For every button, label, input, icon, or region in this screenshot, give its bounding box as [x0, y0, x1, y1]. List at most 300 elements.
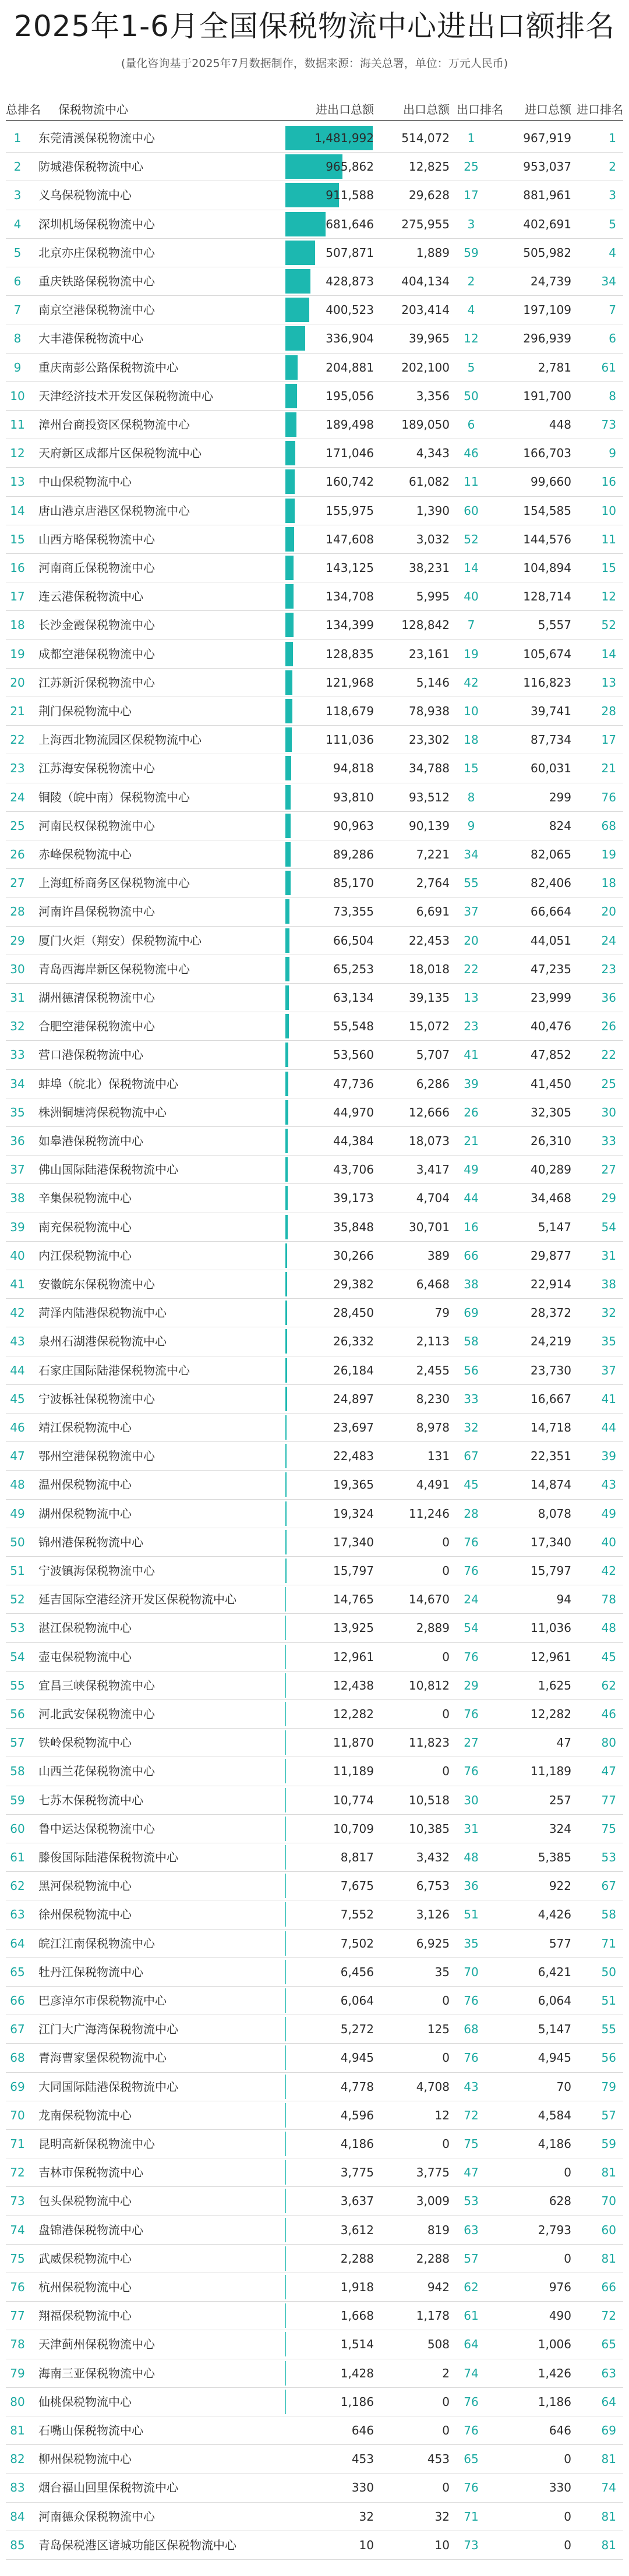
import-rank-cell: 41 [601, 1391, 616, 1406]
rank-cell: 38 [10, 1191, 25, 1206]
import-rank-cell: 14 [601, 646, 616, 661]
table-row [6, 1012, 623, 1041]
import-value-cell: 0 [564, 2452, 571, 2467]
rank-cell: 65 [10, 1964, 25, 1979]
import-rank-cell: 81 [601, 2452, 616, 2467]
center-name-cell: 成都空港保税物流中心 [38, 646, 155, 661]
import-value-cell: 166,703 [523, 446, 571, 461]
table-row [6, 2359, 623, 2388]
import-value-cell: 154,585 [523, 503, 571, 518]
rank-cell: 75 [10, 2251, 25, 2266]
center-name-cell: 东莞清溪保税物流中心 [38, 131, 155, 145]
export-value-cell: 0 [442, 2423, 450, 2437]
table-row [6, 2101, 623, 2130]
rank-cell: 24 [10, 790, 25, 804]
import-rank-cell: 37 [601, 1363, 616, 1377]
export-rank-cell: 58 [464, 1334, 479, 1349]
total-value-cell: 336,904 [326, 331, 374, 346]
import-rank-cell: 53 [601, 1850, 616, 1864]
center-name-cell: 深圳机场保税物流中心 [38, 217, 155, 231]
export-value-cell: 12,825 [409, 160, 450, 174]
import-rank-cell: 65 [601, 2337, 616, 2352]
import-rank-cell: 81 [601, 2251, 616, 2266]
header-total: 进出口总额 [316, 103, 374, 116]
export-value-cell: 0 [442, 1564, 450, 1578]
center-name-cell: 合肥空港保税物流中心 [38, 1019, 155, 1034]
export-rank-cell: 29 [464, 1678, 479, 1692]
total-value-cell: 134,708 [326, 589, 374, 604]
export-value-cell: 275,955 [401, 217, 450, 231]
center-name-cell: 中山保税物流中心 [38, 475, 132, 489]
import-rank-cell: 79 [601, 2079, 616, 2094]
table-row [6, 1327, 623, 1356]
export-rank-cell: 11 [464, 475, 479, 489]
import-rank-cell: 49 [601, 1506, 616, 1521]
center-name-cell: 鄂州空港保税物流中心 [38, 1449, 155, 1464]
import-value-cell: 40,476 [531, 1019, 571, 1034]
center-name-cell: 防城港保税物流中心 [38, 160, 143, 174]
total-value-cell: 44,384 [333, 1134, 374, 1148]
export-value-cell: 29,628 [409, 188, 450, 203]
rank-cell: 48 [10, 1478, 25, 1492]
rank-cell: 56 [10, 1707, 25, 1721]
table-row [6, 181, 623, 210]
center-name-cell: 重庆铁路保税物流中心 [38, 274, 155, 288]
export-value-cell: 125 [427, 2022, 450, 2037]
export-value-cell: 508 [427, 2337, 450, 2352]
import-value-cell: 490 [549, 2309, 571, 2323]
center-name-cell: 巴彦淖尔市保税物流中心 [38, 1994, 167, 2008]
rank-cell: 63 [10, 1907, 25, 1922]
center-name-cell: 翔福保税物流中心 [38, 2309, 132, 2323]
import-rank-cell: 27 [601, 1162, 616, 1177]
rank-cell: 34 [10, 1076, 25, 1091]
rank-cell: 28 [10, 904, 25, 919]
table-row [6, 1500, 623, 1528]
rank-cell: 5 [13, 245, 22, 260]
table-row [6, 1213, 623, 1242]
table-row [6, 640, 623, 669]
export-rank-cell: 31 [464, 1821, 479, 1836]
import-rank-cell: 66 [601, 2280, 616, 2294]
export-value-cell: 389 [427, 1248, 450, 1263]
export-value-cell: 0 [442, 2137, 450, 2151]
header-export: 出口总额 [403, 103, 450, 116]
rank-cell: 46 [10, 1420, 25, 1434]
export-rank-cell: 63 [464, 2222, 479, 2237]
import-value-cell: 82,065 [531, 847, 571, 861]
export-value-cell: 10,518 [409, 1793, 450, 1807]
import-rank-cell: 25 [601, 1076, 616, 1091]
export-rank-cell: 76 [464, 1994, 479, 2008]
import-rank-cell: 38 [601, 1277, 616, 1291]
import-value-cell: 8,078 [538, 1506, 571, 1521]
center-name-cell: 赤峰保税物流中心 [38, 847, 132, 861]
export-rank-cell: 34 [464, 847, 479, 861]
total-value-cell: 55,548 [333, 1019, 374, 1034]
total-value-cell: 11,189 [333, 1764, 374, 1779]
export-rank-cell: 26 [464, 1105, 479, 1119]
export-value-cell: 2,288 [416, 2251, 450, 2266]
export-value-cell: 3,775 [416, 2165, 450, 2180]
import-rank-cell: 22 [601, 1048, 616, 1062]
center-name-cell: 靖江保税物流中心 [38, 1420, 132, 1434]
total-value-cell: 10,709 [333, 1821, 374, 1836]
center-name-cell: 包头保税物流中心 [38, 2194, 132, 2208]
import-value-cell: 60,031 [531, 761, 571, 776]
total-value-cell: 3,775 [340, 2165, 374, 2180]
export-value-cell: 32 [434, 2509, 450, 2524]
rank-cell: 10 [10, 388, 25, 403]
table-row [6, 1585, 623, 1614]
total-value-cell: 93,810 [333, 790, 374, 804]
export-rank-cell: 67 [464, 1449, 479, 1464]
center-name-cell: 青岛保税港区诸城功能区保税物流中心 [38, 2538, 236, 2552]
import-value-cell: 128,714 [523, 589, 571, 604]
rank-cell: 71 [10, 2137, 25, 2151]
import-rank-cell: 17 [601, 733, 616, 747]
rank-cell: 11 [10, 418, 25, 432]
export-value-cell: 404,134 [401, 274, 450, 288]
import-value-cell: 34,468 [531, 1191, 571, 1206]
import-value-cell: 32,305 [531, 1105, 571, 1119]
export-value-cell: 35 [434, 1964, 450, 1979]
table-row [6, 1672, 623, 1700]
table-row [6, 296, 623, 324]
center-name-cell: 如皋港保税物流中心 [38, 1134, 143, 1148]
center-name-cell: 菏泽内陆港保税物流中心 [38, 1306, 167, 1320]
export-rank-cell: 57 [464, 2251, 479, 2266]
export-value-cell: 819 [427, 2222, 450, 2237]
total-value-cell: 400,523 [326, 303, 374, 317]
total-value-cell: 121,968 [326, 675, 374, 690]
export-rank-cell: 47 [464, 2165, 479, 2180]
table-row [6, 1557, 623, 1585]
total-value-cell: 24,897 [333, 1391, 374, 1406]
table-row [6, 669, 623, 697]
rank-cell: 13 [10, 475, 25, 489]
import-value-cell: 22,351 [531, 1449, 571, 1464]
total-value-cell: 26,184 [333, 1363, 374, 1377]
import-rank-cell: 6 [609, 331, 616, 346]
export-rank-cell: 3 [467, 217, 475, 231]
import-rank-cell: 47 [601, 1764, 616, 1779]
total-value-cell: 681,646 [326, 217, 374, 231]
rank-cell: 40 [10, 1248, 25, 1263]
import-rank-cell: 35 [601, 1334, 616, 1349]
total-value-cell: 66,504 [333, 933, 374, 948]
export-rank-cell: 45 [464, 1478, 479, 1492]
export-rank-cell: 76 [464, 1707, 479, 1721]
export-rank-cell: 42 [464, 675, 479, 690]
center-name-cell: 安徽皖东保税物流中心 [38, 1277, 155, 1291]
table-row [6, 955, 623, 984]
export-rank-cell: 5 [467, 360, 475, 374]
import-rank-cell: 73 [601, 418, 616, 432]
import-value-cell: 4,186 [538, 2137, 571, 2151]
export-value-cell: 6,286 [416, 1076, 450, 1091]
center-name-cell: 义乌保税物流中心 [38, 188, 132, 203]
export-value-cell: 5,146 [416, 675, 450, 690]
export-rank-cell: 69 [464, 1306, 479, 1320]
center-name-cell: 长沙金霞保税物流中心 [38, 618, 155, 632]
center-name-cell: 滕俊国际陆港保税物流中心 [38, 1850, 178, 1864]
table-row [6, 927, 623, 955]
import-rank-cell: 74 [601, 2480, 616, 2495]
import-rank-cell: 61 [601, 360, 616, 374]
rank-cell: 1 [13, 131, 22, 145]
total-value-cell: 1,428 [340, 2366, 374, 2380]
import-value-cell: 299 [549, 790, 571, 804]
rank-cell: 77 [10, 2309, 25, 2323]
import-rank-cell: 71 [601, 1936, 616, 1950]
import-value-cell: 976 [549, 2280, 571, 2294]
export-rank-cell: 50 [464, 388, 479, 403]
table-row [6, 2302, 623, 2330]
import-value-cell: 66,664 [531, 904, 571, 919]
rank-cell: 80 [10, 2394, 25, 2409]
table-row [6, 2044, 623, 2072]
import-rank-cell: 5 [609, 217, 616, 231]
export-value-cell: 4,708 [416, 2079, 450, 2094]
center-name-cell: 青海曹家堡保税物流中心 [38, 2051, 167, 2065]
total-value-cell: 160,742 [326, 475, 374, 489]
export-rank-cell: 55 [464, 876, 479, 891]
export-value-cell: 12,666 [409, 1105, 450, 1119]
total-value-cell: 22,483 [333, 1449, 374, 1464]
total-value-cell: 73,355 [333, 904, 374, 919]
table-row [6, 2273, 623, 2302]
table-row [6, 1930, 623, 1958]
total-value-cell: 171,046 [326, 446, 374, 461]
total-value-cell: 111,036 [326, 733, 374, 747]
table-row [6, 439, 623, 468]
export-value-cell: 3,417 [416, 1162, 450, 1177]
export-rank-cell: 48 [464, 1850, 479, 1864]
center-name-cell: 河南民权保税物流中心 [38, 818, 155, 833]
table-row [6, 2015, 623, 2044]
table-row [6, 1872, 623, 1900]
table-row [6, 324, 623, 353]
center-name-cell: 重庆南彭公路保税物流中心 [38, 360, 178, 374]
table-row [6, 582, 623, 611]
total-value-cell: 3,637 [340, 2194, 374, 2208]
export-rank-cell: 22 [464, 962, 479, 976]
center-name-cell: 营口港保税物流中心 [38, 1048, 143, 1062]
table-row [6, 2503, 623, 2531]
import-value-cell: 824 [549, 818, 571, 833]
center-name-cell: 宁波栎社保税物流中心 [38, 1391, 155, 1406]
table-row [6, 2330, 623, 2359]
import-value-cell: 4,584 [538, 2108, 571, 2122]
total-value-cell: 1,514 [340, 2337, 374, 2352]
export-rank-cell: 53 [464, 2194, 479, 2208]
table-row [6, 1299, 623, 1327]
rank-cell: 25 [10, 818, 25, 833]
export-value-cell: 10,812 [409, 1678, 450, 1692]
import-rank-cell: 81 [601, 2165, 616, 2180]
import-rank-cell: 64 [601, 2394, 616, 2409]
export-rank-cell: 9 [467, 818, 475, 833]
rank-cell: 30 [10, 962, 25, 976]
header-import-rank: 进口排名 [577, 103, 623, 116]
import-rank-cell: 7 [609, 303, 616, 317]
import-rank-cell: 43 [601, 1478, 616, 1492]
import-rank-cell: 31 [601, 1248, 616, 1263]
import-rank-cell: 67 [601, 1879, 616, 1893]
center-name-cell: 湛江保税物流中心 [38, 1621, 132, 1635]
import-value-cell: 1,006 [538, 2337, 571, 2352]
export-value-cell: 0 [442, 1994, 450, 2008]
import-value-cell: 881,961 [523, 188, 571, 203]
center-name-cell: 七苏木保税物流中心 [38, 1793, 143, 1807]
import-rank-cell: 9 [609, 446, 616, 461]
export-value-cell: 34,788 [409, 761, 450, 776]
export-value-cell: 202,100 [401, 360, 450, 374]
export-rank-cell: 17 [464, 188, 479, 203]
export-value-cell: 453 [427, 2452, 450, 2467]
table-row [6, 2216, 623, 2245]
export-rank-cell: 14 [464, 561, 479, 575]
rank-cell: 55 [10, 1678, 25, 1692]
import-rank-cell: 50 [601, 1964, 616, 1979]
export-value-cell: 1,889 [416, 245, 450, 260]
import-value-cell: 1,426 [538, 2366, 571, 2380]
import-rank-cell: 34 [601, 274, 616, 288]
total-value-cell: 128,835 [326, 646, 374, 661]
center-name-cell: 江门大广海湾保税物流中心 [38, 2022, 178, 2037]
rank-cell: 64 [10, 1936, 25, 1950]
table-row [6, 2473, 623, 2502]
import-value-cell: 104,894 [523, 561, 571, 575]
table-row [6, 2130, 623, 2158]
center-name-cell: 海南三亚保税物流中心 [38, 2366, 155, 2380]
center-name-cell: 厦门火炬（翔安）保税物流中心 [38, 933, 202, 948]
import-value-cell: 4,426 [538, 1907, 571, 1922]
rank-cell: 21 [10, 704, 25, 718]
table-row [6, 1900, 623, 1929]
export-rank-cell: 59 [464, 245, 479, 260]
total-value-cell: 28,450 [333, 1306, 374, 1320]
center-name-cell: 湖州德清保税物流中心 [38, 991, 155, 1005]
center-name-cell: 壶屯保税物流中心 [38, 1649, 132, 1664]
import-rank-cell: 18 [601, 876, 616, 891]
rank-cell: 4 [13, 217, 22, 231]
export-rank-cell: 8 [467, 790, 475, 804]
import-value-cell: 1,186 [538, 2394, 571, 2409]
export-value-cell: 0 [442, 1707, 450, 1721]
rank-cell: 7 [13, 303, 22, 317]
rank-cell: 60 [10, 1821, 25, 1836]
center-name-cell: 漳州台商投资区保税物流中心 [38, 418, 190, 432]
import-value-cell: 47,852 [531, 1048, 571, 1062]
import-value-cell: 628 [549, 2194, 571, 2208]
table-row [6, 1127, 623, 1156]
table-row [6, 468, 623, 496]
export-rank-cell: 75 [464, 2137, 479, 2151]
export-rank-cell: 64 [464, 2337, 479, 2352]
total-value-cell: 10 [359, 2538, 374, 2552]
rank-cell: 37 [10, 1162, 25, 1177]
import-value-cell: 12,961 [531, 1649, 571, 1664]
total-value-cell: 43,706 [333, 1162, 374, 1177]
export-rank-cell: 74 [464, 2366, 479, 2380]
export-value-cell: 38,231 [409, 561, 450, 575]
table-row [6, 1471, 623, 1499]
rank-cell: 78 [10, 2337, 25, 2352]
import-value-cell: 922 [549, 1879, 571, 1893]
export-rank-cell: 76 [464, 1649, 479, 1664]
rank-cell: 82 [10, 2452, 25, 2467]
rank-cell: 58 [10, 1764, 25, 1779]
export-value-cell: 93,512 [409, 790, 450, 804]
center-name-cell: 连云港保税物流中心 [38, 589, 143, 604]
total-value-cell: 15,797 [333, 1564, 374, 1578]
total-value-cell: 147,608 [326, 532, 374, 546]
rank-cell: 2 [13, 160, 22, 174]
table-row [6, 1414, 623, 1442]
export-rank-cell: 68 [464, 2022, 479, 2037]
total-value-cell: 7,675 [340, 1879, 374, 1893]
center-name-cell: 天津蓟州保税物流中心 [38, 2337, 155, 2352]
total-value-cell: 1,186 [340, 2394, 374, 2409]
rank-cell: 35 [10, 1105, 25, 1119]
table-row [6, 497, 623, 525]
export-value-cell: 39,965 [409, 331, 450, 346]
export-value-cell: 2,113 [416, 1334, 450, 1349]
export-rank-cell: 33 [464, 1391, 479, 1406]
import-rank-cell: 39 [601, 1449, 616, 1464]
import-value-cell: 24,739 [531, 274, 571, 288]
export-rank-cell: 21 [464, 1134, 479, 1148]
rank-cell: 68 [10, 2051, 25, 2065]
rank-cell: 54 [10, 1649, 25, 1664]
import-rank-cell: 75 [601, 1821, 616, 1836]
export-rank-cell: 61 [464, 2309, 479, 2323]
total-value-cell: 47,736 [333, 1076, 374, 1091]
import-value-cell: 6,064 [538, 1994, 571, 2008]
total-value-cell: 53,560 [333, 1048, 374, 1062]
table-row [6, 754, 623, 783]
table-row [6, 1958, 623, 1987]
export-value-cell: 4,343 [416, 446, 450, 461]
import-rank-cell: 78 [601, 1592, 616, 1607]
rank-cell: 8 [13, 331, 22, 346]
import-value-cell: 505,982 [523, 245, 571, 260]
center-name-cell: 河南德众保税物流中心 [38, 2509, 155, 2524]
total-value-cell: 17,340 [333, 1535, 374, 1549]
import-value-cell: 330 [549, 2480, 571, 2495]
export-rank-cell: 62 [464, 2280, 479, 2294]
import-rank-cell: 30 [601, 1105, 616, 1119]
import-rank-cell: 60 [601, 2222, 616, 2237]
import-value-cell: 15,797 [531, 1564, 571, 1578]
export-rank-cell: 46 [464, 446, 479, 461]
import-rank-cell: 56 [601, 2051, 616, 2065]
import-rank-cell: 15 [601, 561, 616, 575]
center-name-cell: 河北武安保税物流中心 [38, 1707, 155, 1721]
rank-cell: 16 [10, 561, 25, 575]
import-rank-cell: 46 [601, 1707, 616, 1721]
rank-cell: 14 [10, 503, 25, 518]
total-value-cell: 5,272 [340, 2022, 374, 2037]
total-value-cell: 35,848 [333, 1220, 374, 1234]
export-rank-cell: 10 [464, 704, 479, 718]
import-value-cell: 257 [549, 1793, 571, 1807]
import-rank-cell: 52 [601, 618, 616, 632]
table-row [6, 869, 623, 897]
export-value-cell: 7,221 [416, 847, 450, 861]
